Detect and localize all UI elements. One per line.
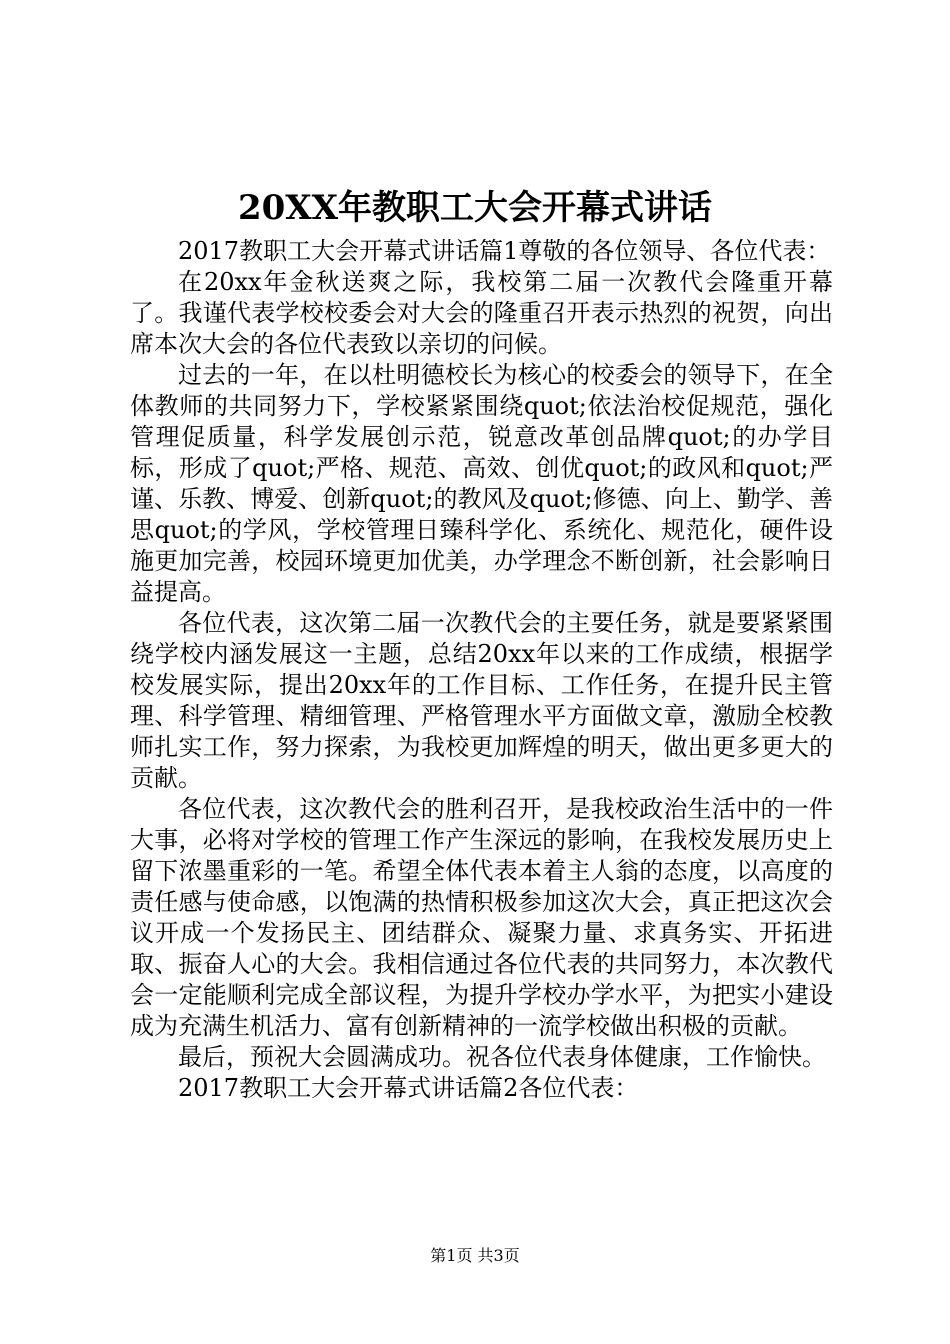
paragraph-2: 在20xx年金秋送爽之际，我校第二届一次教代会隆重开幕了。我谨代表学校校委会对大会的隆重召开表示热烈的祝贺，向出席本次大会的各位代表致以亲切的问候。 xyxy=(130,268,833,358)
paragraph-5: 各位代表，这次教代会的胜利召开，是我校政治生活中的一件大事，必将对学校的管理工作产生深远的影响，在我校发展历史上留下浓墨重彩的一笔。希望全体代表本着主人翁的态度，以高度的责任感与使命感，以饱满的热情积极参加这次大会，真正把这次会议开成一个发扬民主、团结群众、凝聚力量、求真务实、开拓进取、振奋人心的大会。我相信通过各位代表的共同努力，本次教代会一定能顺利完成全部议程，为提升学校办学水平，为把实小建设成为充满生机活力、富有创新精神的一流学校做出积极的贡献。 xyxy=(130,795,833,1040)
paragraph-6: 最后，预祝大会圆满成功。祝各位代表身体健康，工作愉快。 xyxy=(178,1043,826,1071)
paragraph-1: 2017教职工大会开幕式讲话篇1尊敬的各位领导、各位代表： xyxy=(178,237,831,265)
document-body xyxy=(130,236,833,1104)
paragraph-4: 各位代表，这次第二届一次教代会的主要任务，就是要紧紧围绕学校内涵发展这一主题，总结20xx年以来的工作成绩，根据学校发展实际，提出20xx年的工作目标、工作任务，在提升民主管理、科学管理、精细管理、严格管理水平方面做文章，激励全校教师扎实工作，努力探索，为我校更加辉煌的明天，做出更多更大的贡献。 xyxy=(130,609,833,792)
paragraph-7: 2017教职工大会开幕式讲话篇2各位代表： xyxy=(178,1074,639,1102)
page-footer: 第1页 共3页 xyxy=(430,1246,520,1265)
document-title: 20XX年教职工大会开幕式讲话 xyxy=(237,188,713,228)
paragraph-3: 过去的一年，在以杜明德校长为核心的校委会的领导下，在全体教师的共同努力下，学校紧紧围绕quot;依法治校促规范，强化管理促质量，科学发展创示范，锐意改革创品牌quot;的办学目标，形成了quot;严格、规范、高效、创优quot;的政风和quot;严谨、乐教、博爱、创新quot;的教风及quot;修德、向上、勤学、善思quot;的学风，学校管理日臻科学化、系统化、规范化，硬件设施更加完善，校园环境更加优美，办学理念不断创新，社会影响日益提高。 xyxy=(130,361,833,606)
